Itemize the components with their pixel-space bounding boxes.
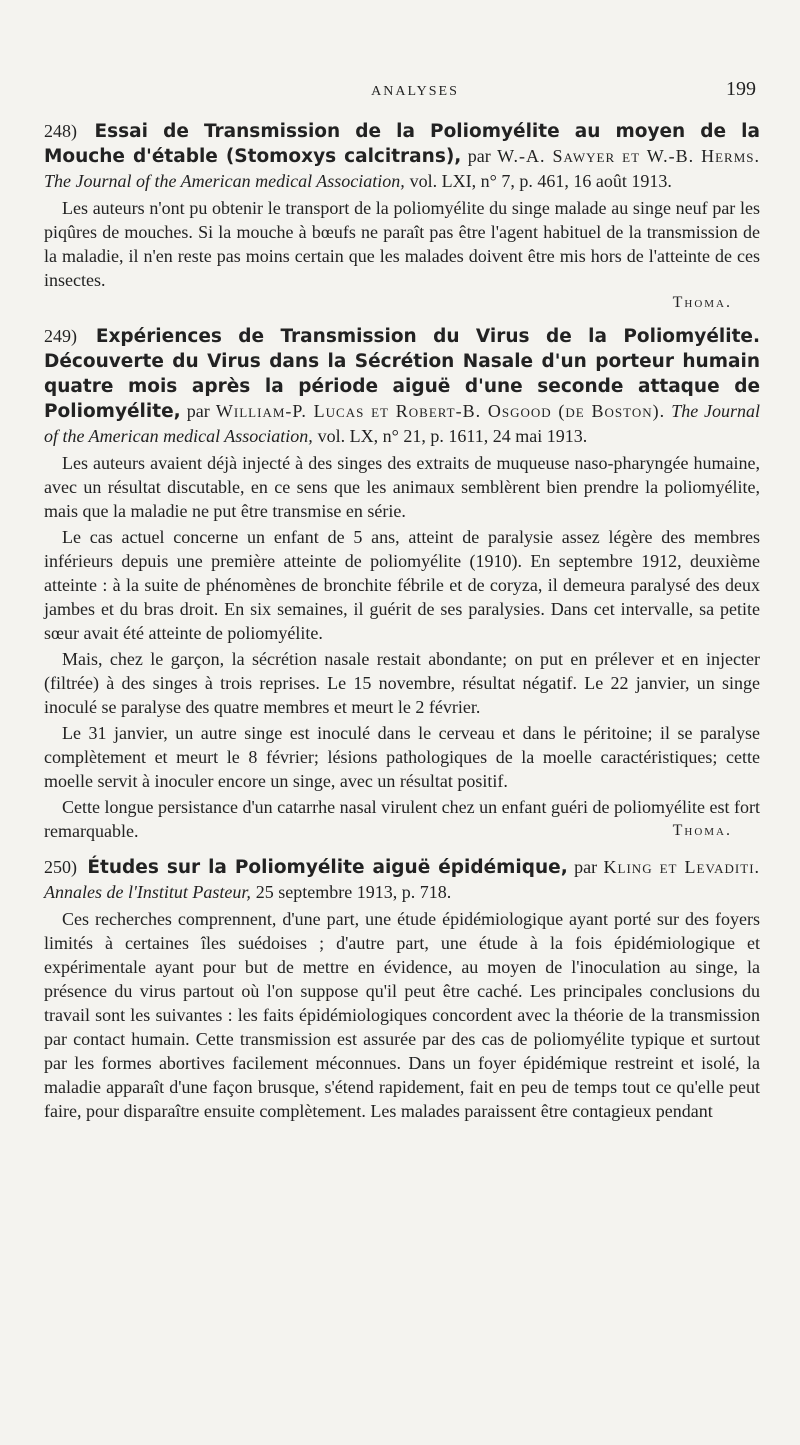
entry-citation: 25 septembre 1913, p. 718.: [255, 882, 452, 902]
entry-title: Expériences de Transmission du Virus de la Poliomyélite. Découverte du Virus dans la Sécrétion Nasale d'un porteur humain quatre mois après la période aiguë d'une seconde attaque de Poliomyélite,: [44, 326, 760, 422]
entry-paragraph: Les auteurs avaient déjà injecté à des singes des extraits de muqueuse naso-pharyngée humaine, avec un résultat discutable, en ce sens que les animaux semblèrent bien prendre la poliomyélite, mais que la maladie ne put être transmise en série.: [44, 453, 760, 521]
entry-journal: The Journal of the American medical Association,: [44, 171, 405, 191]
abstract-entry: [44, 855, 760, 1123]
abstract-entry: [44, 119, 760, 312]
entry-paragraph: Ces recherches comprennent, d'une part, une étude épidémiologique ayant porté sur des foyers limités à certaines îles suédoises ; d'autre part, une étude à la fois épidémiologique et expérimentale ayant pour but de mettre en évidence, au moyen de l'inoculation au singe, la présence du virus partout où l'on suppose qu'il peut être caché. Les principales conclusions du travail sont les suivantes : les faits épidémiologiques concordent avec la théorie de la transmission par contact humain. Cette transmission est assurée par des cas de poliomyélite typique et surtout par les formes abortives facilement méconnues. Dans un foyer épidémique restreint et isolé, la maladie apparaît d'une façon brusque, s'étend rapidement, fait en peu de temps tout ce qu'elle peut faire, pour disparaître ensuite complètement. Les malades paraissent être contagieux pendant: [44, 909, 760, 1121]
entry-paragraph: Le cas actuel concerne un enfant de 5 ans, atteint de paralysie assez légère des membres inférieurs depuis une première atteinte de poliomyélite (1910). En septembre 1912, deuxième atteinte : à la suite de phénomènes de bronchite fébrile et de coryza, il demeura paralysé des deux jambes et du bras droit. En six semaines, il guérit de ses paralysies. Dans cet intervalle, sa petite sœur avait été atteinte de poliomyélite.: [44, 527, 760, 643]
entry-journal: The Journal of the American medical Association,: [44, 401, 760, 446]
entry-number: 248): [44, 121, 77, 141]
page-header: [44, 78, 756, 101]
entry-by: par: [574, 857, 598, 877]
running-head: ANALYSES: [371, 84, 459, 99]
entry-citation: vol. LX, n° 21, p. 1611, 24 mai 1913.: [317, 426, 588, 446]
entry-signature: Thoma.: [672, 294, 732, 311]
page-number: 199: [726, 78, 756, 100]
entry-paragraph-last: [44, 795, 760, 843]
entry-paragraph: Les auteurs n'ont pu obtenir le transport de la poliomyélite du singe malade au singe neuf par les piqûres de mouches. Si la mouche à bœufs ne paraît pas être l'agent habituel de la transmission de la maladie, il n'en reste pas moins certain que les malades doivent être mis hors de l'atteinte de ces insectes.: [44, 198, 760, 290]
entry-title: Études sur la Poliomyélite aiguë épidémique,: [87, 857, 568, 878]
entry-number: 249): [44, 326, 77, 346]
entry-heading: [44, 855, 760, 905]
entry-paragraph: Le 31 janvier, un autre singe est inoculé dans le cerveau et dans le péritoine; il se paralyse complètement et meurt le 8 février; lésions pathologiques de la moelle caractéristiques; cette moelle servit à inoculer encore un singe, avec un résultat positif.: [44, 723, 760, 791]
entry-signature: Thoma.: [672, 822, 732, 839]
entry-heading: [44, 119, 760, 194]
entry-title: Essai de Transmission de la Poliomyélite au moyen de la Mouche d'étable (Stomoxys calcitrans),: [44, 121, 760, 167]
entry-authors: W.-A. Sawyer et W.-B. Herms.: [497, 146, 761, 166]
entry-number: 250): [44, 857, 77, 877]
entry-journal: Annales de l'Institut Pasteur,: [44, 882, 251, 902]
entry-by: par: [186, 401, 210, 421]
entry-heading: [44, 324, 760, 449]
entry-citation: vol. LXI, n° 7, p. 461, 16 août 1913.: [409, 171, 672, 191]
entry-paragraph-text: Cette longue persistance d'un catarrhe nasal virulent chez un enfant guéri de poliomyélite est fort remarquable.: [44, 797, 760, 841]
abstract-entry: [44, 324, 760, 843]
entry-authors: Kling et Levaditi.: [603, 857, 761, 877]
entry-by: par: [467, 146, 491, 166]
entry-authors: William-P. Lucas et Robert-B. Osgood (de Boston).: [215, 401, 666, 421]
entry-paragraph: Mais, chez le garçon, la sécrétion nasale restait abondante; on put en prélever et en injecter (filtrée) à des singes à trois reprises. Le 15 novembre, résultat négatif. Le 22 janvier, un singe inoculé se paralyse des quatre membres et meurt le 2 février.: [44, 649, 760, 717]
